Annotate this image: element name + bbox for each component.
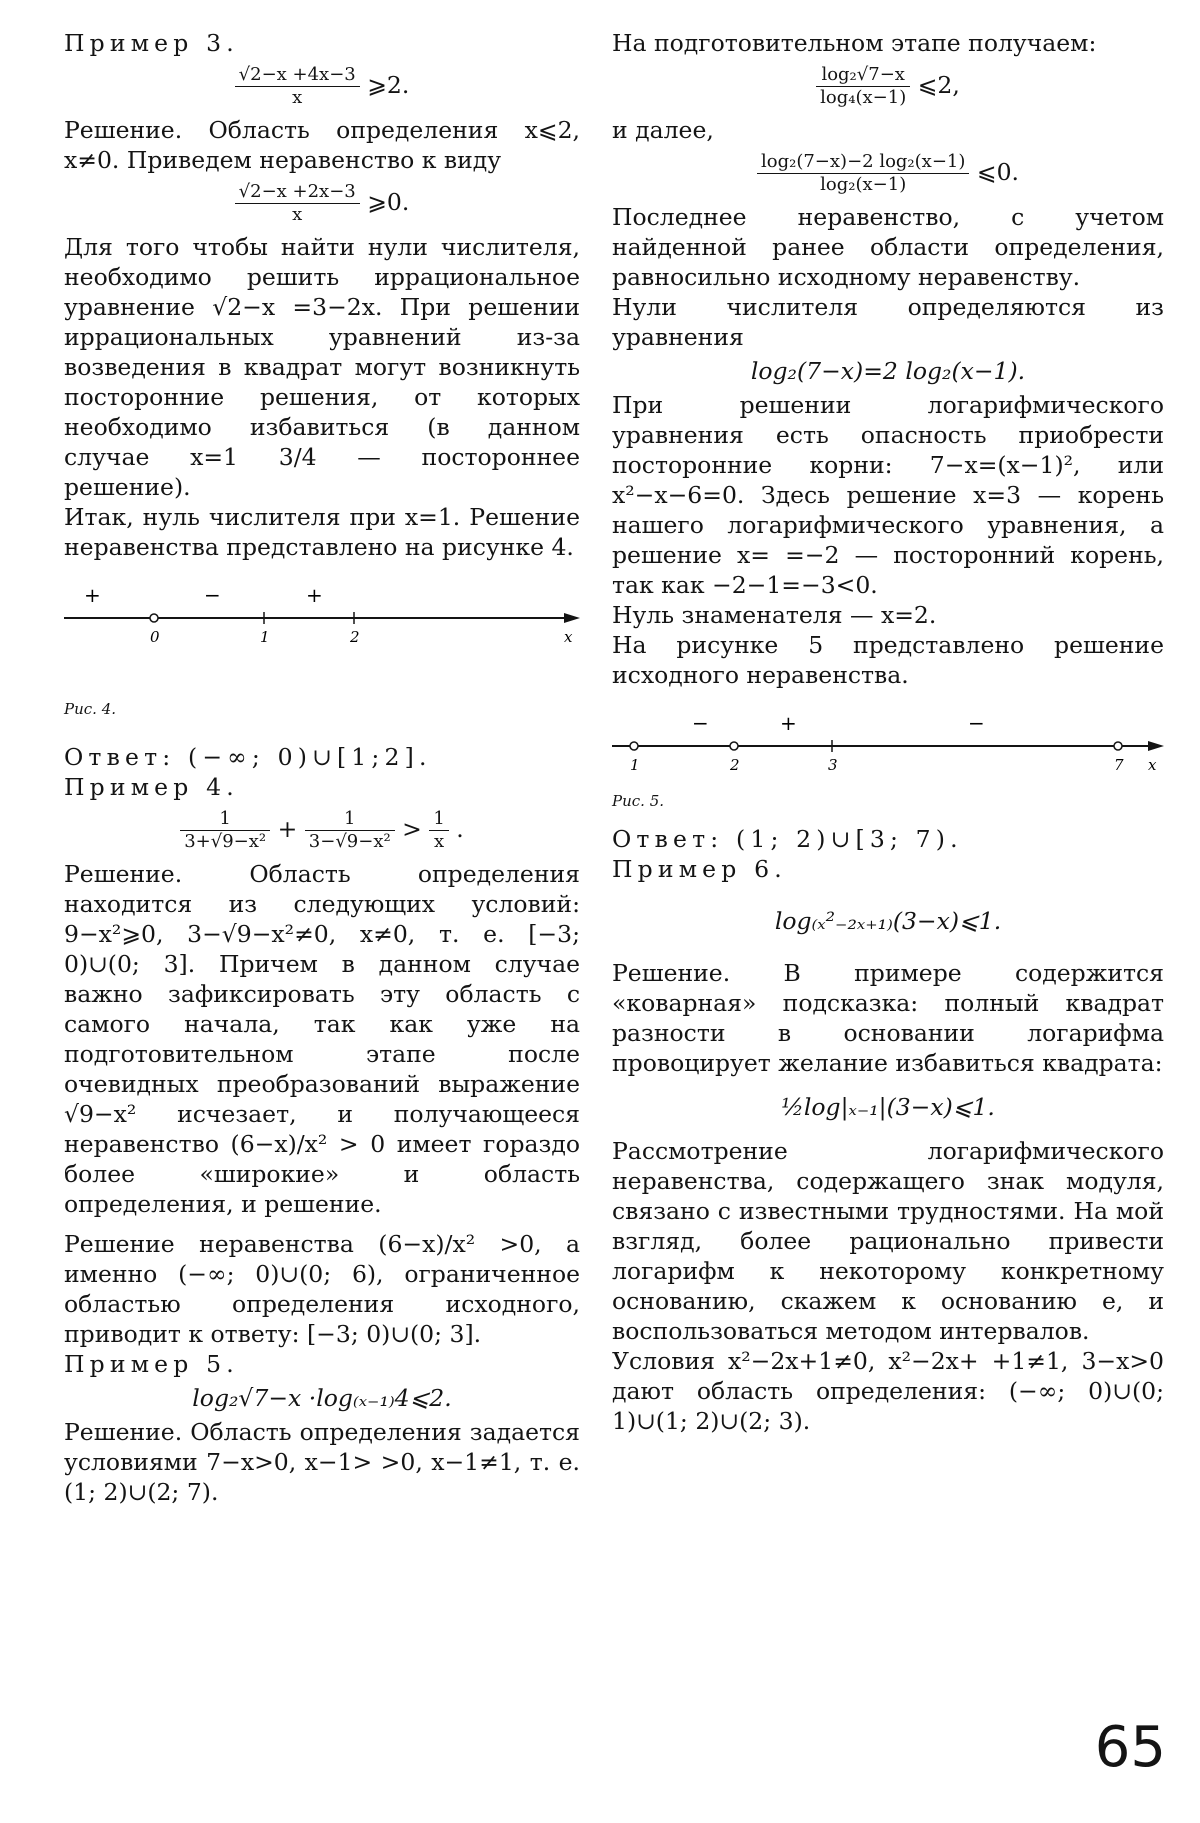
- prep-stage-paragraph: На подготовительном этапе получаем:: [612, 29, 1097, 57]
- fig5-sign-3: −: [968, 711, 985, 735]
- fig5-label-3: 3: [828, 756, 838, 774]
- ex4-plus: +: [277, 815, 298, 843]
- ex4-f2-numerator: 1: [305, 808, 395, 831]
- fig4-label-0: 0: [150, 628, 160, 646]
- denominator-zero-paragraph: Нуль знаменателя — x=2.: [612, 601, 937, 629]
- example-5-title: Пример 5.: [64, 1350, 239, 1378]
- fig5-axis-label: x: [1148, 756, 1157, 774]
- fig5-sign-2: +: [780, 711, 797, 735]
- prep-numerator: log₂√7−x: [816, 64, 910, 87]
- reduced-denominator: x: [292, 204, 303, 225]
- right-column: [612, 28, 1164, 1436]
- further-denominator: log₂(x−1): [820, 174, 907, 195]
- numerator-zeros-paragraph: Нули числителя определяются из уравнения: [612, 293, 1164, 351]
- ex4-end: .: [456, 815, 464, 843]
- solution-4-answer-paragraph: Решение неравенства (6−x)/x² >0, а именно (−∞; 0)∪(0; 6), ограниченное областью определения исходного, приводит к ответу: [−3; 0)∪(0; 3].: [64, 1230, 580, 1348]
- answer-3: Ответ: (−∞; 0)∪[1;2].: [64, 743, 432, 771]
- prep-rhs: ⩽2,: [917, 71, 960, 99]
- further-rhs: ⩽0.: [976, 158, 1019, 186]
- fig5-label-1: 1: [630, 756, 640, 774]
- fig5-label-2: 2: [730, 756, 740, 774]
- log-equation: log₂(7−x)=2 log₂(x−1).: [750, 357, 1026, 385]
- prep-inequality: [612, 64, 1164, 109]
- extraneous-roots-paragraph: При решении логарифмического уравнения есть опасность приобрести посторонние корни: 7−x=(x−1)², или x²−x−6=0. Здесь решение x=3 — корень нашего логарифмического уравнения, а решение x= =−2 — посторонний корень, так как −2−1=−3<0.: [612, 391, 1164, 599]
- left-column: [64, 28, 580, 1507]
- page-number: 65: [1094, 1715, 1166, 1780]
- example-6-title: Пример 6.: [612, 855, 787, 883]
- numerator-zero-paragraph: Итак, нуль числителя при x=1. Решение неравенства представлено на рисунке 4.: [64, 503, 580, 561]
- figure-5-caption: Рис. 5.: [612, 792, 665, 810]
- ex4-fraction-3: [429, 808, 448, 853]
- further-numerator: log₂(7−x)−2 log₂(x−1): [757, 151, 969, 174]
- reduced-fraction: [235, 181, 360, 226]
- ex4-fraction-1: [180, 808, 270, 853]
- figure-5-number-line: [612, 708, 1164, 778]
- prep-fraction: [816, 64, 910, 109]
- further-fraction: [757, 151, 969, 196]
- fig4-arrow-head: [564, 613, 580, 623]
- fig5-arrow-head: [1148, 741, 1164, 751]
- answer-5: Ответ: (1; 2)∪[3; 7).: [612, 825, 963, 853]
- ex3-rhs: ⩾2.: [367, 71, 410, 99]
- further-inequality: [612, 151, 1164, 196]
- fig4-sign-2: −: [204, 583, 221, 607]
- figure-4-number-line: [64, 580, 580, 650]
- fig5-point-2: [730, 742, 738, 750]
- example-6-inequality: log₍ₓ²₋₂ₓ₊₁₎(3−x)⩽1.: [774, 907, 1002, 935]
- equivalence-paragraph: Последнее неравенство, с учетом найденной ранее области определения, равносильно исходному неравенству.: [612, 203, 1164, 291]
- ex4-f3-denominator: x: [434, 831, 445, 852]
- solution-6-paragraph: Решение. В примере содержится «коварная» подсказка: полный квадрат разности в основании логарифма провоцирует желание избавиться квадрата:: [612, 959, 1164, 1077]
- example-3-title: Пример 3.: [64, 29, 239, 57]
- example-4-title: Пример 4.: [64, 773, 239, 801]
- reduced-numerator: √2−x +2x−3: [235, 181, 360, 204]
- fig5-label-7: 7: [1114, 756, 1124, 774]
- fig4-label-2: 2: [350, 628, 360, 646]
- example-4-inequality: [64, 808, 580, 853]
- ex4-f2-denominator: 3−√9−x²: [308, 831, 391, 852]
- example-3-inequality: [64, 64, 580, 109]
- figure-5-reference-paragraph: На рисунке 5 представлено решение исходного неравенства.: [612, 631, 1164, 689]
- ex4-fraction-2: [305, 808, 395, 853]
- conditions-paragraph: Условия x²−2x+1≠0, x²−2x+ +1≠1, 3−x>0 дают область определения: (−∞; 0)∪(0; 1)∪(1; 2)∪(2; 3).: [612, 1347, 1164, 1435]
- solution-4-paragraph: Решение. Область определения находится из следующих условий: 9−x²⩾0, 3−√9−x²≠0, x≠0, т. е. [−3; 0)∪(0; 3]. Причем в данном случае важно зафиксировать эту область с самого начала, так как уже на подготовительном этапе после очевидных преобразований выражение √9−x² исчезает, и получающееся неравенство (6−x)/x² > 0 имеет гораздо более «широкие» и область определения, и решение.: [64, 860, 580, 1218]
- ex3-fraction: [235, 64, 360, 109]
- fig5-sign-1: −: [692, 711, 709, 735]
- example-5-inequality: log₂√7−x ·log₍ₓ₋₁₎4⩽2.: [192, 1384, 452, 1412]
- reduced-inequality: [64, 181, 580, 226]
- fig4-sign-3: +: [306, 583, 323, 607]
- ex4-f1-numerator: 1: [180, 808, 270, 831]
- prep-denominator: log₄(x−1): [820, 87, 907, 108]
- zeros-paragraph: Для того чтобы найти нули числителя, необходимо решить иррациональное уравнение √2−x =3−2x. При решении иррациональных уравнений из-за возведения в квадрат могут возникнуть посторонние решения, от которых необходимо избавиться (в данном случае x=1 3/4 — постороннее решение).: [64, 233, 580, 501]
- fig4-point-0: [150, 614, 158, 622]
- fig5-point-1: [630, 742, 638, 750]
- ex4-f3-numerator: 1: [429, 808, 448, 831]
- ex3-numerator: √2−x +4x−3: [235, 64, 360, 87]
- fig5-point-7: [1114, 742, 1122, 750]
- ex4-f1-denominator: 3+√9−x²: [184, 831, 267, 852]
- fig4-label-1: 1: [260, 628, 270, 646]
- ex3-denominator: x: [292, 87, 303, 108]
- further-paragraph: и далее,: [612, 116, 714, 144]
- modulus-paragraph: Рассмотрение логарифмического неравенства, содержащего знак модуля, связано с известными трудностями. На мой взгляд, более рационально привести логарифм к некоторому конкретному основанию, скажем к основанию e, и воспользоваться методом интервалов.: [612, 1137, 1164, 1345]
- solution-3-paragraph: Решение. Область определения x⩽2, x≠0. Приведем неравенство к виду: [64, 116, 580, 174]
- ex4-greater: >: [402, 815, 422, 843]
- solution-5-paragraph: Решение. Область определения задается условиями 7−x>0, x−1> >0, x−1≠1, т. е. (1; 2)∪(2; 7).: [64, 1418, 580, 1506]
- reduced-rhs: ⩾0.: [367, 188, 410, 216]
- fig4-sign-1: +: [84, 583, 101, 607]
- half-log-inequality: ½log|ₓ₋₁|(3−x)⩽1.: [781, 1093, 995, 1121]
- figure-4-caption: Рис. 4.: [64, 700, 117, 718]
- fig4-axis-label: x: [564, 628, 573, 646]
